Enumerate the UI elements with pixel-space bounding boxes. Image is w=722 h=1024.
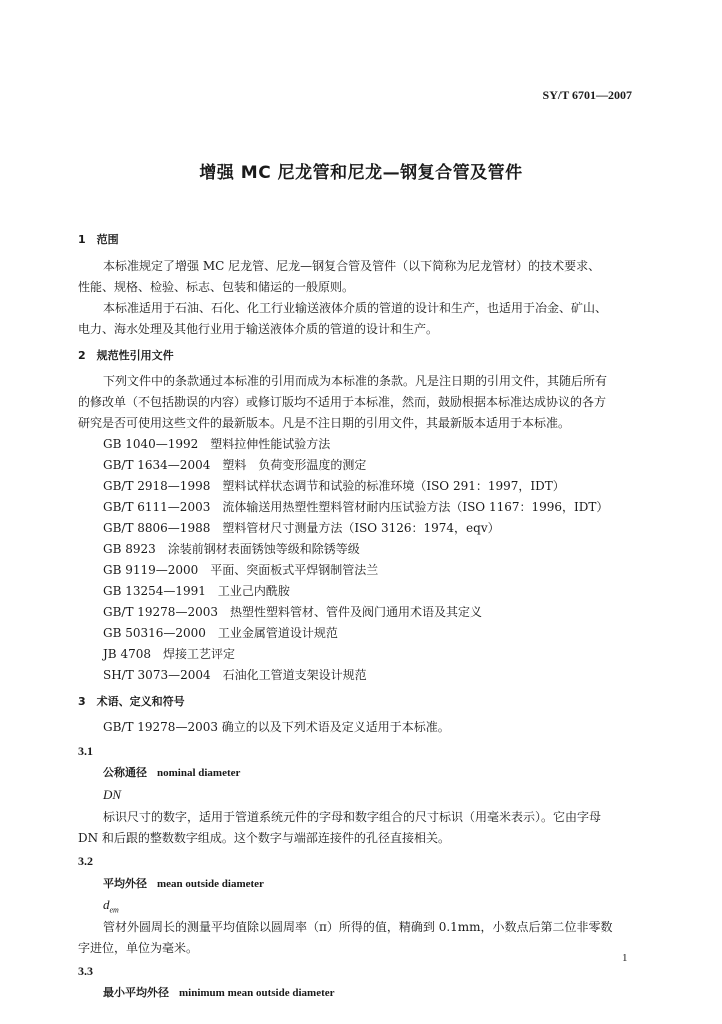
paragraph-line: 本标准规定了增强 MC 尼龙管、尼龙—钢复合管及管件（以下简称为尼龙管材）的技术要求、 — [103, 259, 601, 273]
paragraph-line: 的修改单（不包括勘误的内容）或修订版均不适用于本标准，然而，鼓励根据本标准达成协议的各方 — [78, 395, 607, 409]
paragraph-line: 性能、规格、检验、标志、包装和储运的一般原则。 — [78, 280, 355, 294]
term-chinese: 平均外径 — [103, 877, 147, 890]
term-symbol — [103, 897, 119, 919]
clause-number: 3.1 — [78, 744, 93, 758]
definition-line: 管材外圆周长的测量平均值除以圆周率（π）所得的值，精确到 0.1mm，小数点后第二位非零数 — [103, 920, 613, 934]
reference-item: GB 9119—2000 平面、突面板式平焊钢制管法兰 — [103, 563, 379, 577]
reference-item: GB 13254—1991 工业己内酰胺 — [103, 584, 290, 598]
page-number: 1 — [622, 952, 628, 964]
definition-line: DN 和后跟的整数数字组成。这个数字与端部连接件的孔径直接相关。 — [78, 831, 450, 845]
section-3-heading: 3 术语、定义和符号 — [78, 695, 185, 708]
term-english: nominal diameter — [157, 767, 241, 779]
paragraph-line: GB/T 19278—2003 确立的以及下列术语及定义适用于本标准。 — [103, 720, 450, 734]
reference-item: GB/T 6111—2003 流体输送用热塑性塑料管材耐内压试验方法（ISO 1167：1996，IDT） — [103, 500, 609, 514]
reference-item: GB/T 2918—1998 塑料试样状态调节和试验的标准环境（ISO 291：1997，IDT） — [103, 479, 565, 493]
reference-item: GB 1040—1992 塑料拉伸性能试验方法 — [103, 437, 331, 451]
standard-code: SY/T 6701—2007 — [542, 88, 632, 102]
reference-item: GB/T 1634—2004 塑料 负荷变形温度的测定 — [103, 458, 367, 472]
symbol-main: DN — [103, 787, 122, 802]
section-1-heading: 1 范围 — [78, 233, 119, 246]
clause-number: 3.2 — [78, 854, 93, 868]
definition-line: 标识尺寸的数字，适用于管道系统元件的字母和数字组合的尺寸标识（用毫米表示）。它由字母 — [103, 810, 602, 824]
symbol-main: d — [103, 897, 110, 912]
paragraph-line: 本标准适用于石油、石化、化工行业输送液体介质的管道的设计和生产，也适用于冶金、矿山、 — [103, 301, 608, 315]
term-heading — [103, 876, 264, 892]
clause-number: 3.3 — [78, 964, 93, 978]
document-title: 增强 MC 尼龙管和尼龙—钢复合管及管件 — [199, 163, 523, 183]
term-heading — [103, 985, 335, 1001]
paragraph-line: 研究是否可使用这些文件的最新版本。凡是不注日期的引用文件，其最新版本适用于本标准。 — [78, 416, 571, 430]
term-english: minimum mean outside diameter — [179, 987, 335, 999]
symbol-subscript: em — [109, 905, 119, 915]
reference-item: JB 4708 焊接工艺评定 — [103, 647, 235, 661]
reference-item: GB 50316—2000 工业金属管道设计规范 — [103, 626, 338, 640]
reference-item: SH/T 3073—2004 石油化工管道支架设计规范 — [103, 668, 367, 682]
term-chinese: 公称通径 — [103, 766, 147, 779]
definition-line: 字进位，单位为毫米。 — [78, 941, 199, 955]
term-chinese: 最小平均外径 — [103, 986, 169, 999]
reference-item: GB/T 8806—1988 塑料管材尺寸测量方法（ISO 3126：1974，eqv） — [103, 521, 500, 535]
term-heading — [103, 765, 240, 781]
term-symbol — [103, 787, 121, 803]
reference-item: GB 8923 涂装前钢材表面锈蚀等级和除锈等级 — [103, 542, 360, 556]
reference-item: GB/T 19278—2003 热塑性塑料管材、管件及阀门通用术语及其定义 — [103, 605, 482, 619]
paragraph-line: 电力、海水处理及其他行业用于输送液体介质的管道的设计和生产。 — [78, 322, 439, 336]
section-2-heading: 2 规范性引用文件 — [78, 349, 174, 362]
term-english: mean outside diameter — [157, 878, 264, 890]
paragraph-line: 下列文件中的条款通过本标准的引用而成为本标准的条款。凡是注日期的引用文件，其随后所有 — [103, 374, 608, 388]
